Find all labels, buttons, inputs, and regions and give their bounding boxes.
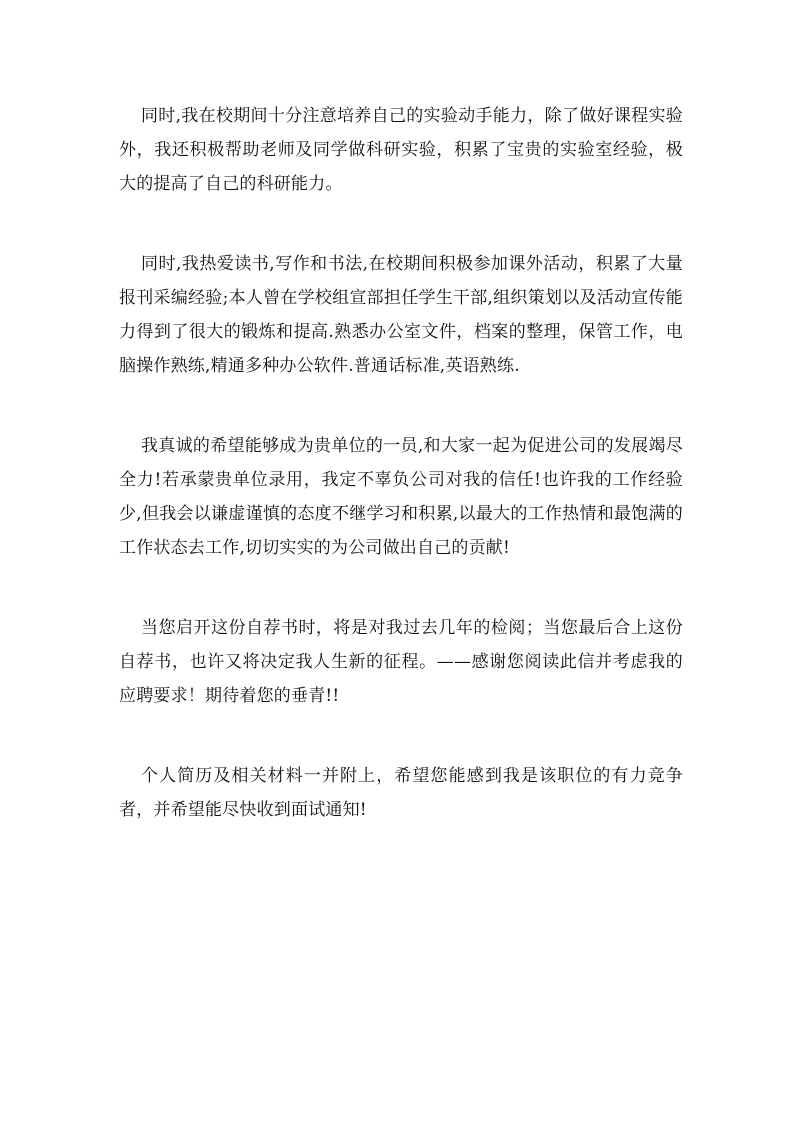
paragraph-hope-to-join: 我真诚的希望能够成为贵单位的一员,和大家一起为促进公司的发展竭尽全力!若承蒙贵单位录用，我定不辜负公司对我的信任!也许我的工作经验少,但我会以谦虚谨慎的态度不继学习和积累,以最大的工作热情和最饱满的工作状态去工作,切切实实的为公司做出自己的贡献! xyxy=(119,436,683,558)
paragraph-hobbies-activities: 同时,我热爱读书,写作和书法,在校期间积极参加课外活动，积累了大量报刊采编经验;本人曾在学校组宣部担任学生干部,组织策划以及活动宣传能力得到了很大的锻炼和提高.熟悉办公室文件，档案的整理，保管工作，电脑操作熟练,精通多种办公软件.普通话标准,英语熟练. xyxy=(119,254,683,376)
paragraph-attachments: 个人简历及相关材料一并附上，希望您能感到我是该职位的有力竞争者，并希望能尽快收到面试通知! xyxy=(119,766,683,820)
document-body xyxy=(119,99,683,873)
paragraph-thanks: 当您启开这份自荐书时，将是对我过去几年的检阅；当您最后合上这份自荐书，也许又将决定我人生新的征程。——感谢您阅读此信并考虑我的应聘要求！期待着您的垂青!! xyxy=(119,618,683,706)
paragraph-lab-skills: 同时,我在校期间十分注意培养自己的实验动手能力，除了做好课程实验外，我还积极帮助老师及同学做科研实验，积累了宝贵的实验室经验，极大的提高了自己的科研能力。 xyxy=(119,106,683,194)
